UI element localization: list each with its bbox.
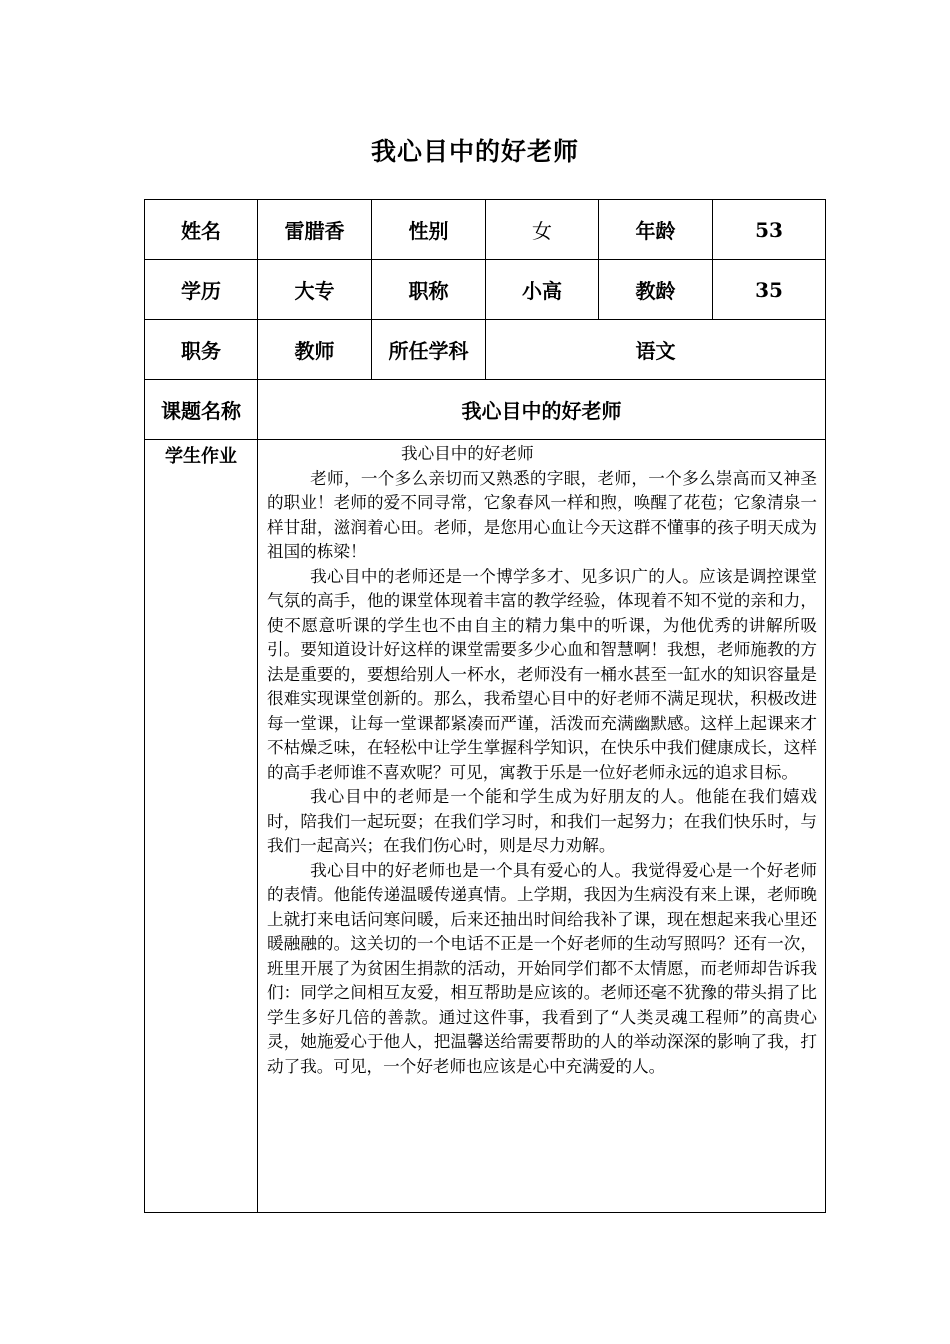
page-title: 我心目中的好老师 [370,137,579,166]
name-label: 姓名 [145,200,258,260]
essay-paragraph: 我心目中的老师还是一个博学多才、见多识广的人。应该是调控课堂气氛的高手，他的课堂体现着丰富的教学经验，体现着不知不觉的亲和力，使不愿意听课的学生也不由自主的精力集中的听课，为他优秀的讲解所吸引。要知道设计好这样的课堂需要多少心血和智慧啊！我想，老师施教的方法是重要的，要想给别人一杯水，老师没有一桶水甚至一缸水的知识容量是很难实现课堂创新的。那么，我希望心目中的好老师不满足现状，积极改进每一堂课，让每一堂课都紧凑而严谨，活泼而充满幽默感。这样上起课来才不枯燥乏味，在轻松中让学生掌握科学知识，在快乐中我们健康成长，这样的高手老师谁不喜欢呢？可见，寓教于乐是一位好老师永远的追求目标。 [267,566,817,782]
topic-value: 我心目中的好老师 [258,380,826,440]
teacher-info-table [144,199,826,1213]
age-value: 53 [713,200,826,260]
table-row [145,320,826,380]
essay-paragraph: 我心目中的好老师也是一个具有爱心的人。我觉得爱心是一个好老师的表情。他能传递温暖传递真情。上学期，我因为生病没有来上课，老师晚上就打来电话问寒问暖，后来还抽出时间给我补了课，现在想起来我心里还暖融融的。这关切的一个电话不正是一个好老师的生动写照吗？还有一次，班里开展了为贫困生捐款的活动，开始同学们都不太情愿，而老师却告诉我们：同学之间相互友爱，相互帮助是应该的。老师还毫不犹豫的带头捐了比学生多好几倍的善款。通过这件事，我看到了“人类灵魂工程师”的高贵心灵，她施爱心于他人，把温馨送给需要帮助的人的举动深深的影响了我，打动了我。可见，一个好老师也应该是心中充满爱的人。 [267,860,817,1076]
rank-value: 小高 [486,260,599,320]
rank-label: 职称 [372,260,486,320]
table-row [145,440,826,1213]
gender-label: 性别 [372,200,486,260]
name-value: 雷腊香 [258,200,372,260]
topic-label: 课题名称 [145,380,258,440]
subject-value: 语文 [486,320,826,380]
position-label: 职务 [145,320,258,380]
teaching-years-label: 教龄 [599,260,713,320]
essay-paragraph: 老师，一个多么亲切而又熟悉的字眼，老师，一个多么崇高而又神圣的职业！老师的爱不同寻常，它象春风一样和煦，唤醒了花苞；它象清泉一样甘甜，滋润着心田。老师，是您用心血让今天这群不懂事的孩子明天成为祖国的栋梁！ [267,468,817,561]
table-row [145,200,826,260]
homework-label: 学生作业 [145,440,258,1213]
table-row [145,380,826,440]
education-label: 学历 [145,260,258,320]
table-row [145,260,826,320]
education-value: 大专 [258,260,372,320]
teaching-years-value: 35 [713,260,826,320]
homework-cell [258,440,826,1213]
essay-body [258,440,825,1212]
position-value: 教师 [258,320,372,380]
essay-title: 我心目中的好老师 [401,444,534,463]
gender-value: 女 [486,200,599,260]
essay-paragraph: 我心目中的老师是一个能和学生成为好朋友的人。他能在我们嬉戏时，陪我们一起玩耍；在我们学习时，和我们一起努力；在我们快乐时，与我们一起高兴；在我们伤心时，则是尽力劝解。 [267,787,817,855]
age-label: 年龄 [599,200,713,260]
subject-label: 所任学科 [372,320,486,380]
